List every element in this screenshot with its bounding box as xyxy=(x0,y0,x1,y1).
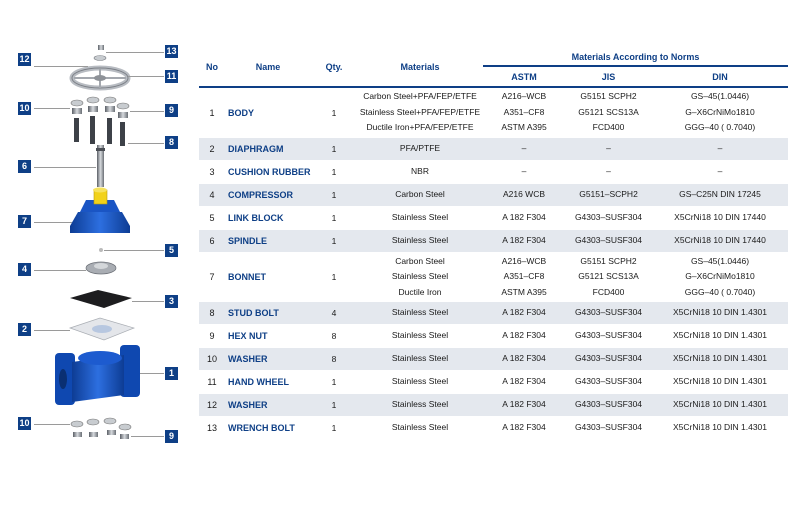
cell-astm-line: A 182 F304 xyxy=(502,235,546,246)
cell-jis-line: – xyxy=(606,166,611,177)
cell-din-line: X5CrNi18 10 DIN 1.4301 xyxy=(672,376,768,387)
cell-part-name: WASHER xyxy=(225,348,311,371)
cell-din xyxy=(652,325,788,348)
cell-din-line: – xyxy=(717,143,723,154)
hand-wheel-part xyxy=(72,68,128,88)
leader-line xyxy=(128,143,164,144)
leader-line xyxy=(34,424,70,425)
cell-din xyxy=(652,371,788,394)
cell-jis xyxy=(565,302,652,325)
cell-din xyxy=(652,138,788,161)
cell-din xyxy=(652,207,788,230)
cell-materials xyxy=(357,87,483,138)
cell-qty: 1 xyxy=(311,417,357,440)
cell-din-line: GS–45(1.0446) xyxy=(690,255,750,266)
cell-materials-line: Carbon Steel xyxy=(395,255,445,266)
table-row xyxy=(199,87,788,138)
part-tag-2: 2 xyxy=(18,323,31,336)
part-tag-10: 10 xyxy=(19,103,30,113)
table-row xyxy=(199,253,788,302)
cell-jis-line: – xyxy=(606,143,611,154)
cell-astm xyxy=(483,230,565,253)
cell-astm-line: A 182 F304 xyxy=(502,307,546,318)
cell-astm-line: – xyxy=(521,143,527,154)
cell-astm xyxy=(483,87,565,138)
cell-jis-line: G5121 SCS13A xyxy=(578,106,639,117)
leader-line xyxy=(140,373,164,374)
cell-astm-line: A351–CF8 xyxy=(503,106,545,117)
cell-no: 8 xyxy=(199,302,225,325)
parts-table-body xyxy=(199,87,788,439)
cell-materials xyxy=(357,253,483,302)
cell-astm xyxy=(483,138,565,161)
cell-din-line: X5CrNi18 10 DIN 1.4301 xyxy=(672,307,768,318)
part-tag-11: 11 xyxy=(166,71,177,81)
leader-line xyxy=(34,66,88,67)
cell-astm xyxy=(483,371,565,394)
cell-astm-line: A 182 F304 xyxy=(502,422,546,433)
cell-materials xyxy=(357,348,483,371)
cell-part-name: HAND WHEEL xyxy=(225,371,311,394)
leader-line xyxy=(131,436,164,437)
cell-jis xyxy=(565,348,652,371)
cell-din-line: GGG–40 ( 0.7040) xyxy=(684,286,756,297)
cell-jis xyxy=(565,230,652,253)
parts-materials-table xyxy=(199,48,788,439)
cell-jis-line: G5151 SCPH2 xyxy=(580,255,637,266)
cell-din-line: G–X6CrNiMo1810 xyxy=(685,106,755,117)
nuts-washers-lower xyxy=(71,418,131,439)
cell-materials-line: Stainless Steel xyxy=(391,376,449,387)
cell-jis xyxy=(565,207,652,230)
cell-jis xyxy=(565,87,652,138)
cell-no: 13 xyxy=(199,417,225,440)
header-jis: JIS xyxy=(565,66,652,87)
cell-din xyxy=(652,184,788,207)
cell-materials xyxy=(357,302,483,325)
cell-no: 10 xyxy=(199,348,225,371)
cell-materials-line: Stainless Steel xyxy=(391,271,449,282)
cell-no: 3 xyxy=(199,161,225,184)
cell-jis-line: G4303–SUSF304 xyxy=(574,376,643,387)
cell-no: 2 xyxy=(199,138,225,161)
nuts-washers-upper xyxy=(71,97,129,118)
part-tag-3: 3 xyxy=(165,295,178,308)
cell-no: 11 xyxy=(199,371,225,394)
bonnet-part xyxy=(70,188,130,234)
leader-line xyxy=(106,52,164,53)
cell-materials xyxy=(357,161,483,184)
cell-din-line: X5CrNi18 10 DIN 1.4301 xyxy=(672,353,768,364)
cell-materials-line: Ductile Iron+PFA/FEP/ETFE xyxy=(366,122,474,133)
cell-jis xyxy=(565,138,652,161)
header-materials: Materials xyxy=(357,48,483,87)
cell-qty: 1 xyxy=(311,371,357,394)
cell-astm-line: A351–CF8 xyxy=(503,271,545,282)
cell-din xyxy=(652,417,788,440)
cell-jis-line: FCD400 xyxy=(592,122,625,133)
cell-no: 6 xyxy=(199,230,225,253)
cell-materials-line: Stainless Steel+PFA/FEP/ETFE xyxy=(359,106,481,117)
leader-line xyxy=(130,111,164,112)
cell-astm-line: A 182 F304 xyxy=(502,376,546,387)
compressor-part xyxy=(86,262,116,274)
leader-line xyxy=(34,270,86,271)
cell-jis-line: G4303–SUSF304 xyxy=(574,330,643,341)
cell-materials xyxy=(357,417,483,440)
cell-qty: 8 xyxy=(311,325,357,348)
part-tag-1: 1 xyxy=(165,367,178,380)
part-tag-10-lower: 10 xyxy=(19,418,30,428)
cell-part-name: LINK BLOCK xyxy=(225,207,311,230)
cell-materials-line: Ductile Iron xyxy=(398,286,442,297)
cell-astm-line: ASTM A395 xyxy=(501,286,547,297)
stud-bolts-part xyxy=(74,116,125,146)
cell-din-line: GS–C25N DIN 17245 xyxy=(679,189,761,200)
leader-line xyxy=(132,301,164,302)
table-row xyxy=(199,184,788,207)
cell-qty: 1 xyxy=(311,253,357,302)
part-tag-9-lower: 9 xyxy=(165,430,178,443)
washer-top-part xyxy=(94,56,106,61)
part-tag-5: 5 xyxy=(165,244,178,257)
leader-line xyxy=(34,222,72,223)
cell-astm xyxy=(483,325,565,348)
cell-qty: 1 xyxy=(311,87,357,138)
cell-materials-line: Carbon Steel+PFA/FEP/ETFE xyxy=(363,91,477,102)
table-row xyxy=(199,302,788,325)
part-tag-7: 7 xyxy=(18,215,31,228)
cell-materials-line: NBR xyxy=(411,166,429,177)
cell-din-line: – xyxy=(717,166,723,177)
header-name: Name xyxy=(225,48,311,87)
cell-din xyxy=(652,253,788,302)
cell-astm-line: – xyxy=(521,166,527,177)
table-row xyxy=(199,161,788,184)
cell-no: 5 xyxy=(199,207,225,230)
cell-part-name: BODY xyxy=(225,87,311,138)
cell-din xyxy=(652,348,788,371)
cell-din-line: X5CrNi18 10 DIN 17440 xyxy=(674,212,766,223)
diaphragm-part xyxy=(70,318,134,340)
cell-jis-line: G4303–SUSF304 xyxy=(574,212,643,223)
cell-din xyxy=(652,394,788,417)
cell-qty: 1 xyxy=(311,207,357,230)
cell-astm xyxy=(483,417,565,440)
cell-astm-line: A216 WCB xyxy=(502,189,546,200)
cell-jis-line: G5151 SCPH2 xyxy=(580,91,637,102)
cell-astm xyxy=(483,161,565,184)
table-row xyxy=(199,325,788,348)
part-tag-13: 13 xyxy=(166,46,177,56)
cell-part-name: SPINDLE xyxy=(225,230,311,253)
cell-materials xyxy=(357,371,483,394)
table-row xyxy=(199,417,788,440)
cell-jis-line: G4303–SUSF304 xyxy=(574,235,643,246)
cell-qty: 1 xyxy=(311,161,357,184)
cell-astm xyxy=(483,302,565,325)
exploded-diagram xyxy=(0,0,195,500)
header-astm: ASTM xyxy=(483,66,565,87)
cell-jis xyxy=(565,253,652,302)
cell-jis xyxy=(565,184,652,207)
cell-astm xyxy=(483,207,565,230)
cell-astm-line: ASTM A395 xyxy=(501,122,547,133)
cell-astm-line: A 182 F304 xyxy=(502,353,546,364)
cell-astm xyxy=(483,253,565,302)
cell-din-line: G–X6CrNiMo1810 xyxy=(685,271,755,282)
cell-materials-line: Stainless Steel xyxy=(391,212,449,223)
cell-jis-line: G4303–SUSF304 xyxy=(574,353,643,364)
cell-din xyxy=(652,230,788,253)
cell-materials xyxy=(357,394,483,417)
table-row xyxy=(199,348,788,371)
cell-no: 1 xyxy=(199,87,225,138)
header-row xyxy=(199,48,788,66)
cell-part-name: BONNET xyxy=(225,253,311,302)
cell-astm xyxy=(483,394,565,417)
cell-jis xyxy=(565,325,652,348)
valve-body-part xyxy=(55,345,140,405)
cell-astm xyxy=(483,184,565,207)
cell-astm xyxy=(483,348,565,371)
cell-jis xyxy=(565,161,652,184)
cell-jis-line: G4303–SUSF304 xyxy=(574,307,643,318)
cell-qty: 1 xyxy=(311,184,357,207)
table-row xyxy=(199,394,788,417)
table-row xyxy=(199,230,788,253)
cell-part-name: WRENCH BOLT xyxy=(225,417,311,440)
cell-part-name: DIAPHRAGM xyxy=(225,138,311,161)
cell-materials xyxy=(357,138,483,161)
wrench-bolt-part xyxy=(98,45,104,50)
cell-materials-line: PFA/PTFE xyxy=(399,143,441,154)
part-tag-8: 8 xyxy=(165,136,178,149)
cell-din-line: X5CrNi18 10 DIN 1.4301 xyxy=(672,399,768,410)
part-tag-4: 4 xyxy=(18,263,31,276)
part-tag-6: 6 xyxy=(18,160,31,173)
leader-line xyxy=(34,167,96,168)
header-norms: Materials According to Norms xyxy=(483,48,788,66)
cell-jis-line: G5151–SCPH2 xyxy=(579,189,638,200)
cell-part-name: HEX NUT xyxy=(225,325,311,348)
header-din: DIN xyxy=(652,66,788,87)
cell-din xyxy=(652,161,788,184)
part-tag-9: 9 xyxy=(165,104,178,117)
cell-jis xyxy=(565,371,652,394)
cell-materials-line: Stainless Steel xyxy=(391,307,449,318)
cell-din xyxy=(652,87,788,138)
cell-part-name: CUSHION RUBBER xyxy=(225,161,311,184)
cell-part-name: COMPRESSOR xyxy=(225,184,311,207)
cell-no: 7 xyxy=(199,253,225,302)
cell-materials-line: Stainless Steel xyxy=(391,353,449,364)
cell-qty: 1 xyxy=(311,230,357,253)
part-tag-12: 12 xyxy=(19,54,30,64)
cell-qty: 8 xyxy=(311,348,357,371)
cell-materials-line: Stainless Steel xyxy=(391,422,449,433)
cell-astm-line: A216–WCB xyxy=(501,91,547,102)
cell-astm-line: A 182 F304 xyxy=(502,399,546,410)
cell-din-line: X5CrNi18 10 DIN 1.4301 xyxy=(672,330,768,341)
cell-materials xyxy=(357,325,483,348)
cell-materials xyxy=(357,230,483,253)
cell-no: 4 xyxy=(199,184,225,207)
cell-astm-line: A 182 F304 xyxy=(502,330,546,341)
header-no: No xyxy=(199,48,225,87)
leader-line xyxy=(34,108,70,109)
table-row xyxy=(199,138,788,161)
cell-jis-line: G5121 SCS13A xyxy=(578,271,639,282)
cell-din-line: GGG–40 ( 0.7040) xyxy=(684,122,756,133)
cell-din-line: X5CrNi18 10 DIN 17440 xyxy=(674,235,766,246)
cell-materials-line: Stainless Steel xyxy=(391,330,449,341)
cell-materials-line: Stainless Steel xyxy=(391,235,449,246)
cell-jis-line: G4303–SUSF304 xyxy=(574,422,643,433)
cushion-rubber-part xyxy=(70,290,132,308)
cell-din-line: GS–45(1.0446) xyxy=(690,91,750,102)
cell-materials xyxy=(357,184,483,207)
table-row xyxy=(199,207,788,230)
cell-qty: 4 xyxy=(311,302,357,325)
cell-materials xyxy=(357,207,483,230)
cell-astm-line: A 182 F304 xyxy=(502,212,546,223)
cell-materials-line: Stainless Steel xyxy=(391,399,449,410)
cell-jis xyxy=(565,394,652,417)
cell-qty: 1 xyxy=(311,138,357,161)
leader-line xyxy=(128,76,164,77)
cell-astm-line: A216–WCB xyxy=(501,255,547,266)
cell-no: 9 xyxy=(199,325,225,348)
cell-qty: 1 xyxy=(311,394,357,417)
header-qty: Qty. xyxy=(311,48,357,87)
cell-din xyxy=(652,302,788,325)
cell-din-line: X5CrNi18 10 DIN 1.4301 xyxy=(672,422,768,433)
table-row xyxy=(199,371,788,394)
cell-part-name: STUD BOLT xyxy=(225,302,311,325)
cell-jis xyxy=(565,417,652,440)
spindle-part xyxy=(96,145,105,187)
cell-jis-line: FCD400 xyxy=(592,286,625,297)
leader-line xyxy=(34,330,70,331)
cell-part-name: WASHER xyxy=(225,394,311,417)
cell-jis-line: G4303–SUSF304 xyxy=(574,399,643,410)
link-block-part xyxy=(99,248,103,252)
cell-materials-line: Carbon Steel xyxy=(395,189,445,200)
cell-no: 12 xyxy=(199,394,225,417)
leader-line xyxy=(104,250,164,251)
